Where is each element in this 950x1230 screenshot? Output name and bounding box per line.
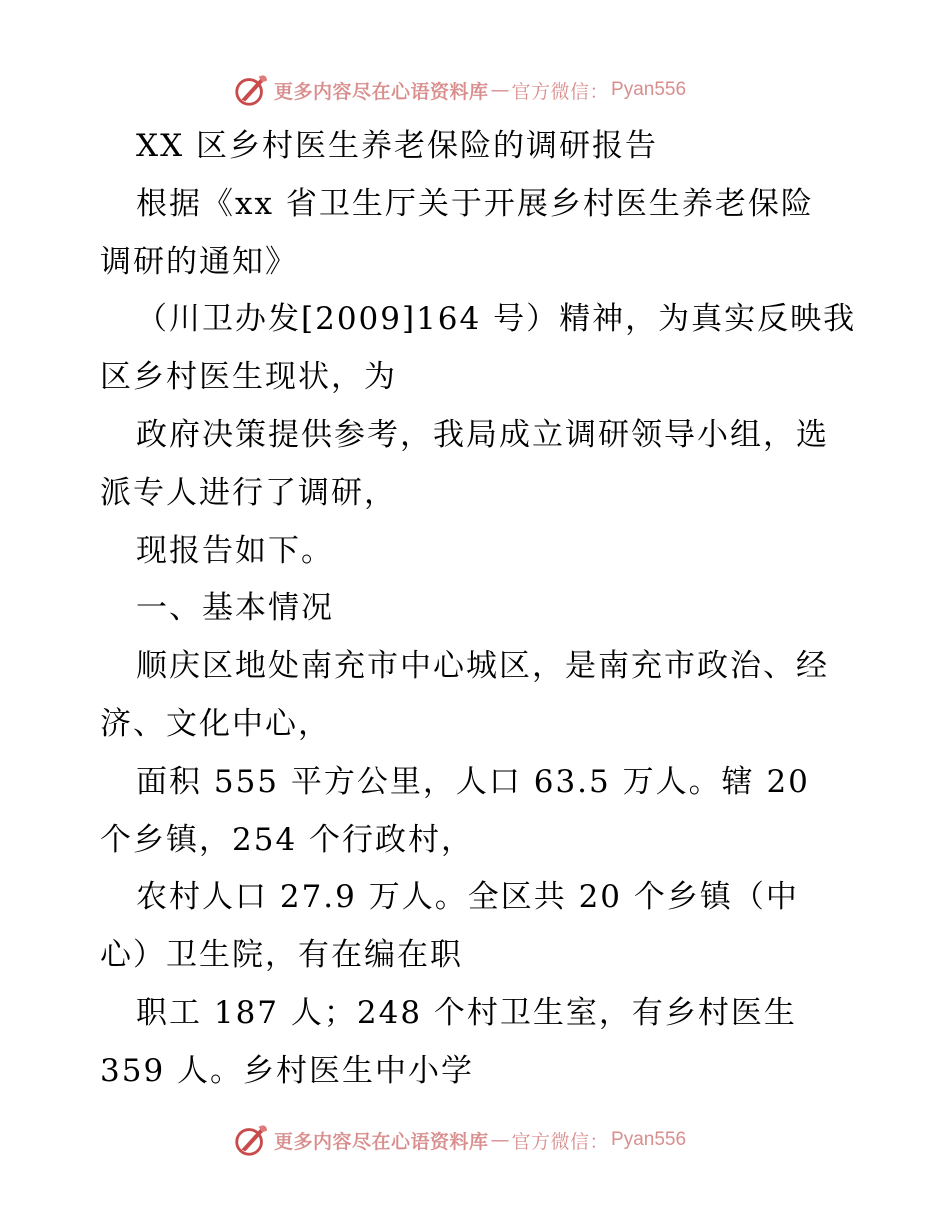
text-line: 农村人口 27.9 万人。全区共 20 个乡镇（中 [136,879,799,916]
quill-logo-icon [232,1121,270,1159]
header-watermark-banner [232,70,712,110]
report-title: XX 区乡村医生养老保险的调研报告 [136,128,658,164]
text-line: 顺庆区地处南充市中心城区，是南充市政治、经 [136,648,829,685]
text-line: 政府决策提供参考，我局成立调研领导小组，选 [136,416,829,453]
text-line: 个乡镇，254 个行政村， [100,821,475,858]
wechat-id: Pyan556 [611,1129,687,1150]
section-heading: 一、基本情况 [136,590,334,627]
site-name-text: 更多内容尽在心语资料库 [274,1130,489,1153]
text-line: 心）卫生院，有在编在职 [100,937,463,974]
body-text [100,118,860,1101]
banner-dash: — [490,79,510,101]
footer-watermark-banner [232,1120,712,1160]
text-line: 面积 555 平方公里，人口 63.5 万人。辖 20 [136,763,810,800]
text-line: 区乡村医生现状，为 [100,359,397,396]
text-line: （川卫办发[2009]164 号）精神，为真实反映我 [136,301,857,338]
site-name-text: 更多内容尽在心语资料库 [274,80,489,103]
text-line: 现报告如下。 [136,532,334,569]
wechat-label: 官方微信： [511,80,610,103]
text-line: 派专人进行了调研， [100,474,397,511]
text-line: 根据《xx 省卫生厅关于开展乡村医生养老保险 [136,185,814,222]
wechat-id: Pyan556 [611,79,687,100]
wechat-label: 官方微信： [511,1130,610,1153]
text-line: 调研的通知》 [100,243,298,280]
text-line: 济、文化中心， [100,705,331,742]
text-line: 职工 187 人；248 个村卫生室，有乡村医生 [136,994,797,1031]
quill-logo-icon [232,71,270,109]
banner-dash: — [490,1129,510,1151]
text-line: 359 人。乡村医生中小学 [100,1052,475,1089]
